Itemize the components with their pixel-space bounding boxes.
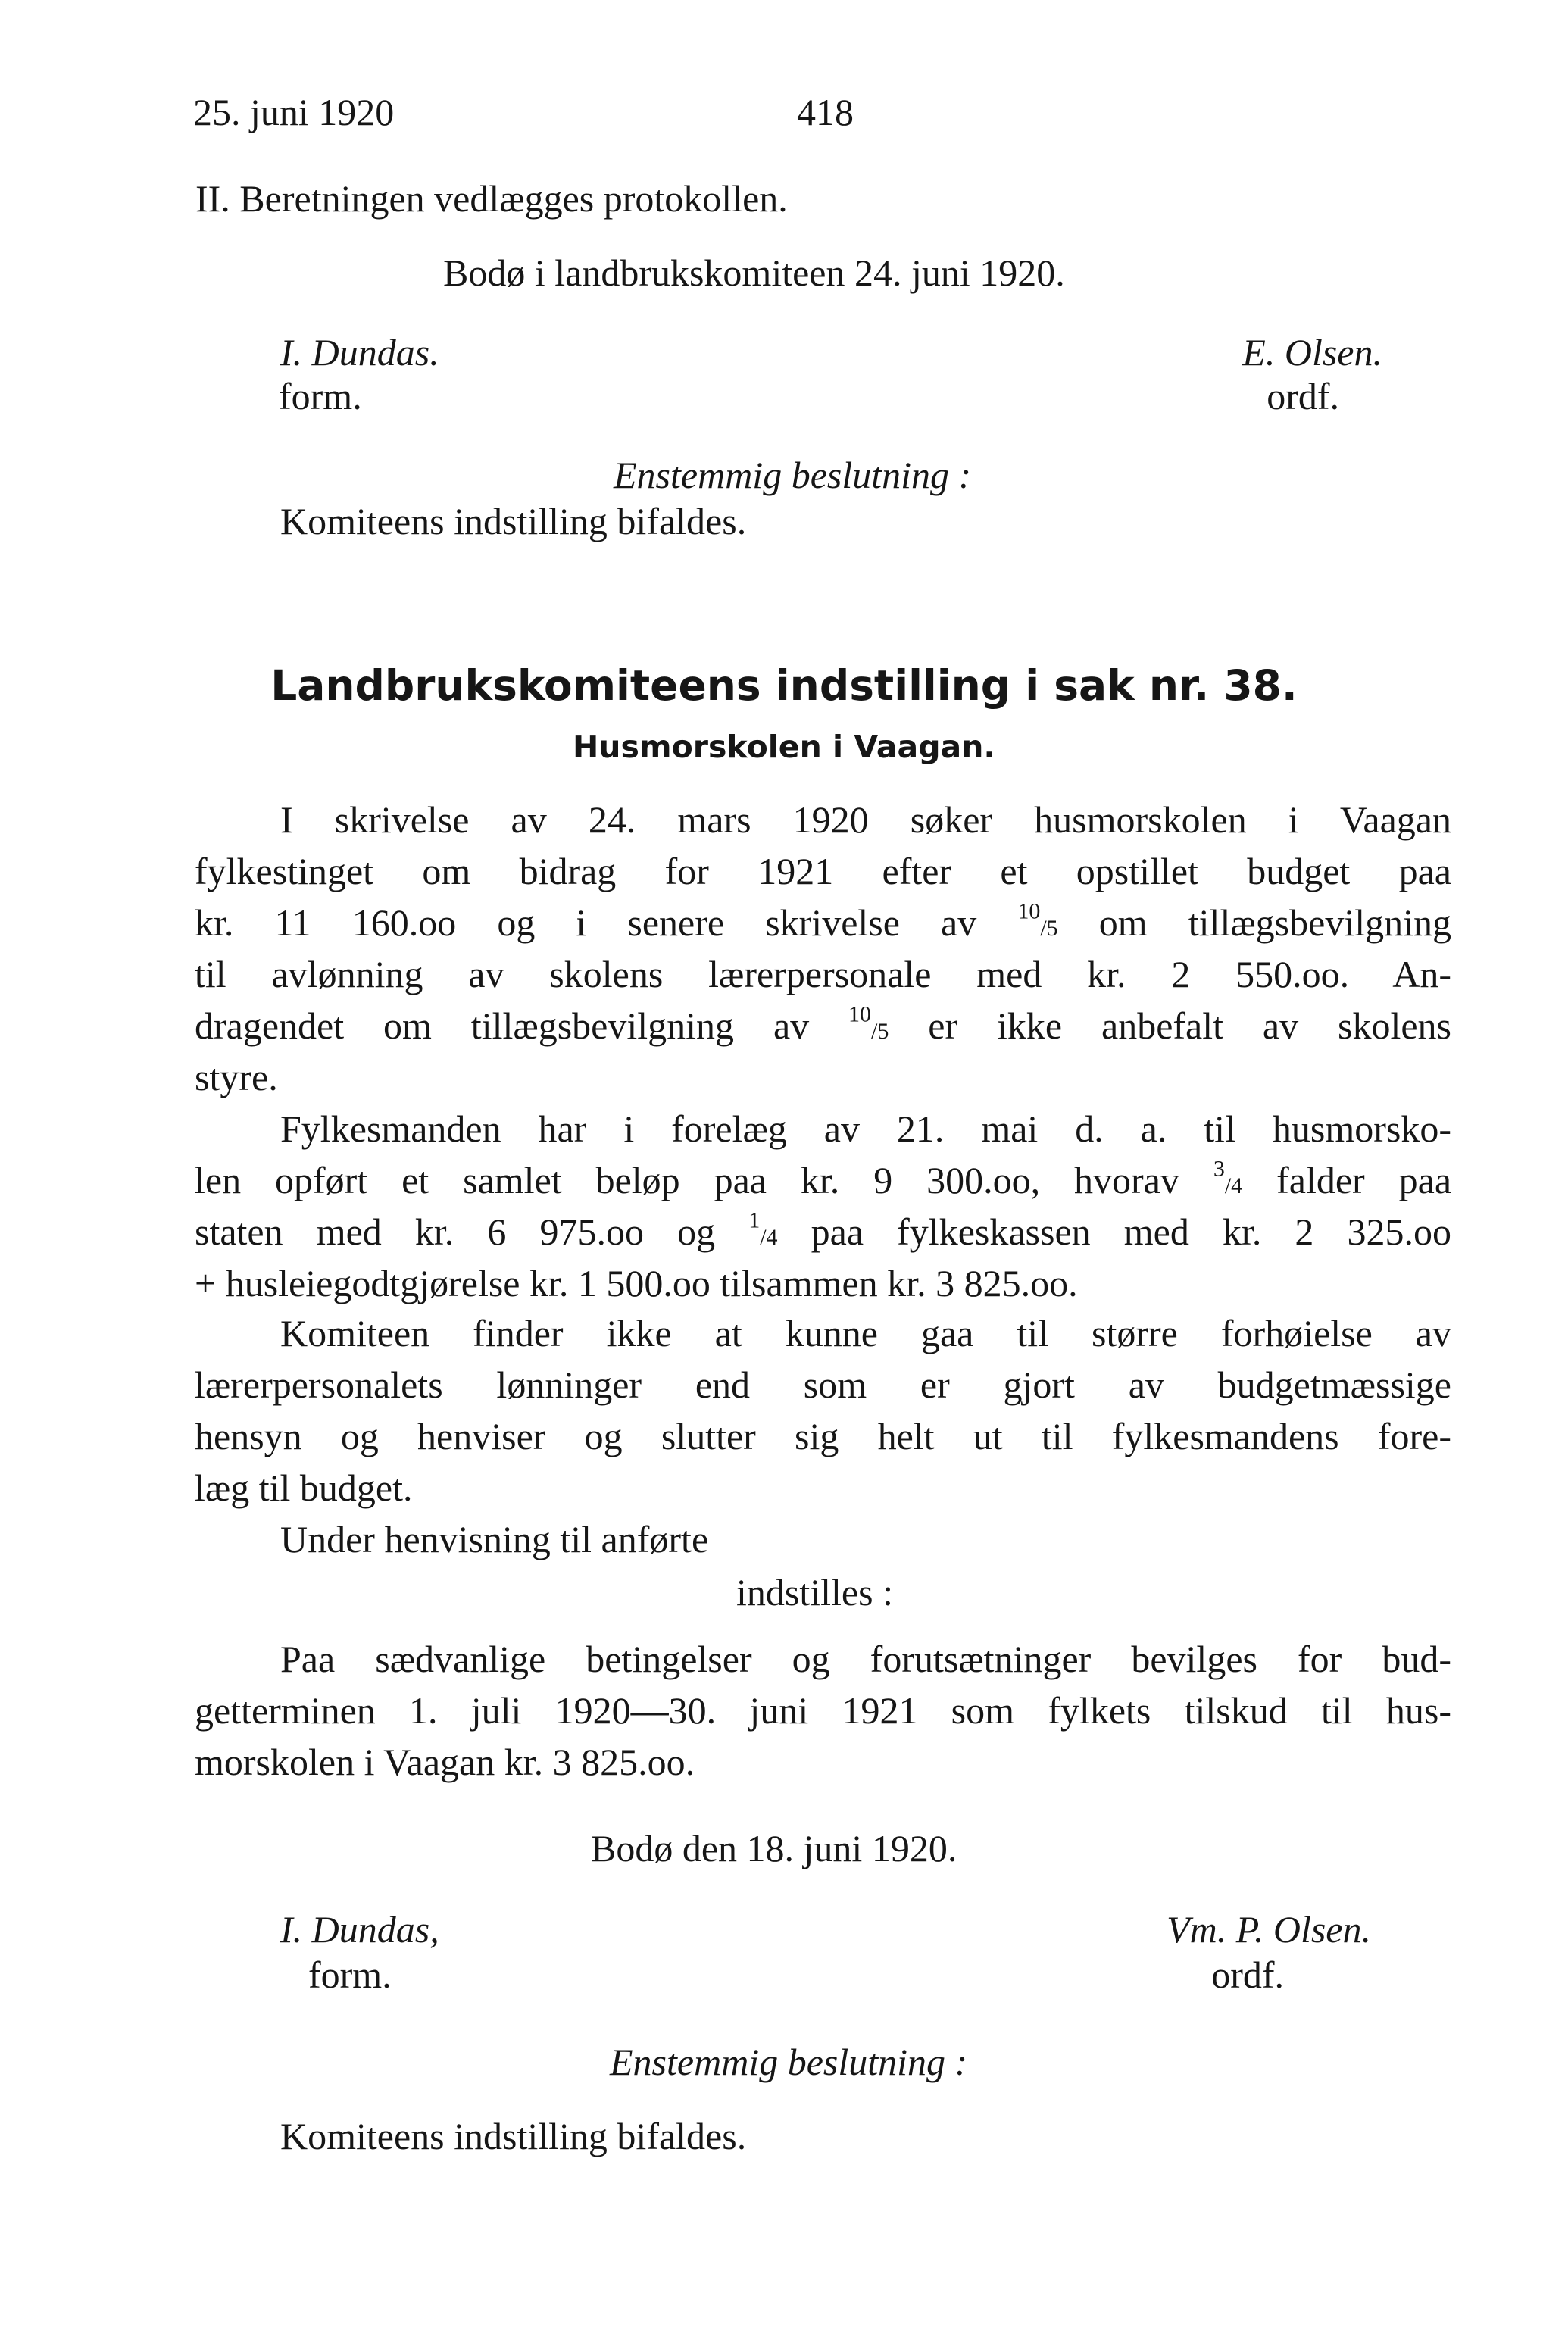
fraction-10-5: $^{10}$/5 [848, 1001, 889, 1044]
p1-line-1: I skrivelse av 24. mars 1920 søker husmorskolen i Vaagan [280, 798, 1451, 841]
section-subtitle: Husmorskolen i Vaagan. [572, 729, 995, 765]
p3-line-1: Komiteen finder ikke at kunne gaa til større forhøielse av [280, 1312, 1451, 1354]
p2-line-1: Fylkesmanden har i forelæg av 21. mai d. a. til husmorsko- [280, 1107, 1451, 1150]
p1-line-6: styre. [195, 1056, 278, 1098]
p1-line-3: kr. 11 160.oo og i senere skrivelse av $^{10}$/5 om tillægsbevilgning [195, 898, 1452, 944]
p1-line-2: fylkestinget om bidrag for 1921 efter et opstillet budget paa [195, 850, 1451, 892]
p5-line-2: getterminen 1. juli 1920—30. juni 1921 som fylkets tilskud til hus- [195, 1689, 1451, 1732]
p3-line-4: læg til budget. [195, 1466, 413, 1509]
p5-line-3: morskolen i Vaagan kr. 3 825.oo. [195, 1741, 695, 1783]
resolution-text: Komiteens indstilling bifaldes. [280, 2115, 747, 2157]
place-date: Bodø den 18. juni 1920. [591, 1827, 957, 1869]
p4-text: Under henvisning til anførte [280, 1518, 709, 1560]
p3-line-3: hensyn og henviser og slutter sig helt ut til fylkesmandens fore- [195, 1415, 1451, 1457]
previous-resolution-heading: Enstemmig beslutning : [614, 454, 972, 496]
p2-line-4: + husleiegodtgjørelse kr. 1 500.oo tilsammen kr. 3 825.oo. [195, 1262, 1078, 1304]
p3-line-2: lærerpersonalets lønninger end som er gjort av budgetmæssige [195, 1363, 1451, 1406]
previous-place-date: Bodø i landbrukskomiteen 24. juni 1920. [443, 251, 1065, 294]
previous-signature-left-role: form. [279, 375, 362, 417]
page-date: 25. juni 1920 [193, 91, 395, 133]
p2-line-2: len opført et samlet beløp paa kr. 9 300.oo, hvorav $^3$/4 falder paa [195, 1156, 1452, 1201]
p5-line-1: Paa sædvanlige betingelser og forutsætninger bevilges for bud- [280, 1638, 1451, 1680]
previous-signature-left-name: I. Dundas. [280, 331, 439, 373]
previous-item-text: II. Beretningen vedlægges protokollen. [195, 177, 788, 220]
resolution-heading: Enstemmig beslutning : [610, 2041, 968, 2083]
indstilles-heading: indstilles : [736, 1571, 893, 1613]
fraction-10-5: $^{10}$/5 [1017, 898, 1058, 941]
p2-line-3: staten med kr. 6 975.oo og $^1$/4 paa fylkeskassen med kr. 2 325.oo [195, 1207, 1452, 1253]
signature-right-name: Vm. P. Olsen. [1167, 1908, 1371, 1951]
previous-resolution-text: Komiteens indstilling bifaldes. [280, 500, 747, 542]
p1-line-5: dragendet om tillægsbevilgning av $^{10}$/5 er ikke anbefalt av skolens [195, 1001, 1452, 1047]
section-title: Landbrukskomiteens indstilling i sak nr. 38. [270, 661, 1298, 710]
previous-signature-right-role: ordf. [1267, 375, 1339, 417]
signature-left-role: form. [308, 1954, 392, 1996]
page-number: 418 [797, 91, 854, 133]
fraction-3-4: $^3$/4 [1213, 1156, 1243, 1198]
signature-left-name: I. Dundas, [280, 1908, 439, 1951]
fraction-1-4: $^1$/4 [748, 1207, 778, 1250]
signature-right-role: ordf. [1211, 1954, 1284, 1996]
p1-line-4: til avlønning av skolens lærerpersonale med kr. 2 550.oo. An- [195, 953, 1451, 995]
previous-signature-right-name: E. Olsen. [1242, 331, 1382, 373]
